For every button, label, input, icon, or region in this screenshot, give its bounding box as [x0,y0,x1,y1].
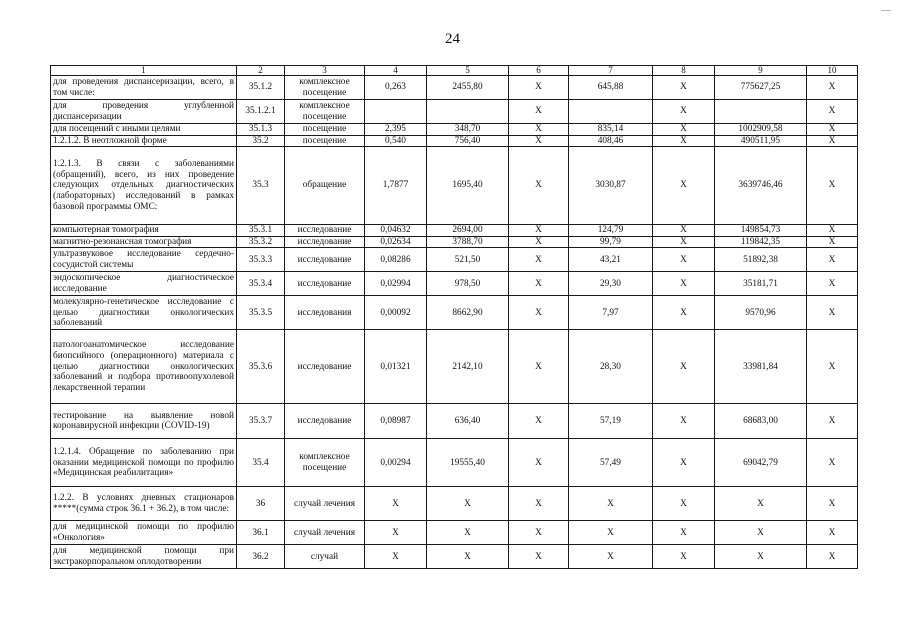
cell-col-7: 29,30 [569,272,653,296]
table-row [51,545,858,569]
cell-col-8: Х [653,521,715,545]
cell-col-5: 8662,90 [427,296,509,330]
cell-col-7: 28,30 [569,330,653,404]
cell-col-8: Х [653,330,715,404]
cell-col-9: 35181,71 [715,272,807,296]
cell-col-8: Х [653,147,715,225]
cell-col-7: Х [569,521,653,545]
cell-col-7: Х [569,487,653,521]
cell-col-4: 0,00294 [365,439,427,487]
row-name: 1.2.1.3. В связи с заболеваниями (обращений), всего, из них проведение следующих отдельных диагностических (лабораторных) исследований в рамках базовой программы ОМС: [51,147,237,225]
cell-col-4: 0,540 [365,135,427,147]
cell-col-5: 2142,10 [427,330,509,404]
cell-col-10: Х [807,225,858,237]
cell-col-6: Х [509,225,569,237]
cell-col-9 [715,100,807,124]
table-row [51,147,858,225]
column-header: 9 [715,66,807,76]
row-unit: исследование [285,330,365,404]
cell-col-5: Х [427,545,509,569]
column-header: 7 [569,66,653,76]
cell-col-9: Х [715,487,807,521]
column-header: 5 [427,66,509,76]
row-unit: посещение [285,135,365,147]
cell-col-4: 0,00092 [365,296,427,330]
cell-col-4: Х [365,521,427,545]
row-name: патологоанатомическое исследование биопсийного (операционного) материала с целью диагностики онкологических заболеваний и подбора противоопухолевой лекарственной терапии [51,330,237,404]
row-name: для медицинской помощи при экстракорпоральном оплодотворении [51,545,237,569]
row-name: для проведения диспансеризации, всего, в том числе: [51,76,237,100]
cell-col-8: Х [653,225,715,237]
cell-col-6: Х [509,124,569,136]
cell-col-8: Х [653,404,715,439]
row-code: 35.3.1 [237,225,285,237]
cell-col-5: 1695,40 [427,147,509,225]
row-unit: обращение [285,147,365,225]
cell-col-4: 0,263 [365,76,427,100]
table-row [51,404,858,439]
column-header: 10 [807,66,858,76]
table-row [51,439,858,487]
row-name: для посещений с иными целями [51,124,237,136]
row-name: магнитно-резонансная томография [51,236,237,248]
table-row [51,330,858,404]
cell-col-8: Х [653,545,715,569]
cell-col-5: 521,50 [427,248,509,272]
cell-col-4: 0,04632 [365,225,427,237]
table-row [51,124,858,136]
cell-col-6: Х [509,545,569,569]
cell-col-7: 99,79 [569,236,653,248]
cell-col-5: Х [427,521,509,545]
row-name: ультразвуковое исследование сердечно-сосудистой системы [51,248,237,272]
cell-col-9: 490511,95 [715,135,807,147]
row-unit: посещение [285,124,365,136]
cell-col-5: 3788,70 [427,236,509,248]
indicators-table [50,65,858,569]
row-unit: случай лечения [285,521,365,545]
row-name: для проведения углубленной диспансеризации [51,100,237,124]
cell-col-6: Х [509,236,569,248]
cell-col-8: Х [653,236,715,248]
cell-col-4: 1,7877 [365,147,427,225]
row-name: 1.2.1.2. В неотложной форме [51,135,237,147]
cell-col-4: 0,02634 [365,236,427,248]
cell-col-6: Х [509,147,569,225]
table-row [51,296,858,330]
cell-col-10: Х [807,236,858,248]
row-unit: исследование [285,248,365,272]
cell-col-7: 57,49 [569,439,653,487]
column-header: 1 [51,66,237,76]
cell-col-10: Х [807,296,858,330]
row-code: 35.3.3 [237,248,285,272]
row-code: 36.1 [237,521,285,545]
cell-col-10: Х [807,545,858,569]
row-unit: комплексное посещение [285,76,365,100]
scan-edge-mark [881,10,891,12]
cell-col-9: Х [715,521,807,545]
cell-col-7: 57,19 [569,404,653,439]
row-code: 35.2 [237,135,285,147]
row-code: 35.4 [237,439,285,487]
table-row [51,487,858,521]
cell-col-7: 408,46 [569,135,653,147]
cell-col-10: Х [807,439,858,487]
cell-col-7 [569,100,653,124]
row-code: 35.1.3 [237,124,285,136]
row-code: 36 [237,487,285,521]
cell-col-6: Х [509,100,569,124]
table-row [51,521,858,545]
cell-col-8: Х [653,100,715,124]
cell-col-10: Х [807,404,858,439]
cell-col-7: 7,97 [569,296,653,330]
row-unit: случай лечения [285,487,365,521]
cell-col-5: 2455,80 [427,76,509,100]
cell-col-6: Х [509,521,569,545]
column-number-row [51,66,858,76]
row-unit: исследование [285,272,365,296]
table-row [51,272,858,296]
cell-col-5: 978,50 [427,272,509,296]
cell-col-4: Х [365,487,427,521]
cell-col-8: Х [653,76,715,100]
row-code: 35.1.2.1 [237,100,285,124]
row-unit: исследование [285,225,365,237]
cell-col-7: 645,88 [569,76,653,100]
row-code: 35.3.6 [237,330,285,404]
cell-col-5: 636,40 [427,404,509,439]
row-unit: исследования [285,296,365,330]
cell-col-4: 0,01321 [365,330,427,404]
cell-col-10: Х [807,147,858,225]
cell-col-9: 775627,25 [715,76,807,100]
cell-col-9: 51892,38 [715,248,807,272]
cell-col-10: Х [807,330,858,404]
row-name: молекулярно-генетическое исследование с целью диагностики онкологических заболеваний [51,296,237,330]
cell-col-7: 124,79 [569,225,653,237]
cell-col-4: 0,08286 [365,248,427,272]
row-name: 1.2.2. В условиях дневных стационаров *****(сумма строк 36.1 + 36.2), в том числе: [51,487,237,521]
cell-col-9: 149854,73 [715,225,807,237]
row-name: для медицинской помощи по профилю «Онкология» [51,521,237,545]
cell-col-5: Х [427,487,509,521]
cell-col-6: Х [509,330,569,404]
row-unit: случай [285,545,365,569]
row-code: 35.3 [237,147,285,225]
cell-col-7: 3030,87 [569,147,653,225]
cell-col-8: Х [653,272,715,296]
cell-col-4 [365,100,427,124]
cell-col-5: 348,70 [427,124,509,136]
column-header: 2 [237,66,285,76]
cell-col-9: Х [715,545,807,569]
cell-col-7: 835,14 [569,124,653,136]
cell-col-8: Х [653,487,715,521]
cell-col-9: 69042,79 [715,439,807,487]
table-row [51,76,858,100]
row-name: 1.2.1.4. Обращение по заболеванию при оказании медицинской помощи по профилю «Медицинская реабилитация» [51,439,237,487]
cell-col-9: 3639746,46 [715,147,807,225]
row-name: компьютерная томография [51,225,237,237]
cell-col-4: Х [365,545,427,569]
column-header: 6 [509,66,569,76]
cell-col-5: 756,40 [427,135,509,147]
cell-col-9: 68683,00 [715,404,807,439]
row-unit: комплексное посещение [285,439,365,487]
row-code: 35.1.2 [237,76,285,100]
row-unit: исследование [285,236,365,248]
cell-col-7: 43,21 [569,248,653,272]
row-code: 35.3.7 [237,404,285,439]
cell-col-5: 2694,00 [427,225,509,237]
cell-col-9: 1002909,58 [715,124,807,136]
cell-col-6: Х [509,272,569,296]
cell-col-6: Х [509,248,569,272]
column-header: 8 [653,66,715,76]
column-header: 4 [365,66,427,76]
table-row [51,225,858,237]
cell-col-6: Х [509,76,569,100]
row-unit: комплексное посещение [285,100,365,124]
row-code: 35.3.5 [237,296,285,330]
cell-col-10: Х [807,135,858,147]
cell-col-4: 0,08987 [365,404,427,439]
cell-col-10: Х [807,272,858,296]
cell-col-5 [427,100,509,124]
table-row [51,248,858,272]
cell-col-10: Х [807,76,858,100]
cell-col-6: Х [509,439,569,487]
cell-col-8: Х [653,124,715,136]
cell-col-9: 9570,96 [715,296,807,330]
cell-col-6: Х [509,296,569,330]
cell-col-6: Х [509,404,569,439]
cell-col-9: 119842,35 [715,236,807,248]
cell-col-8: Х [653,439,715,487]
cell-col-9: 33981,84 [715,330,807,404]
row-name: тестирование на выявление новой коронавирусной инфекции (COVID-19) [51,404,237,439]
cell-col-10: Х [807,521,858,545]
column-header: 3 [285,66,365,76]
cell-col-6: Х [509,135,569,147]
cell-col-10: Х [807,487,858,521]
cell-col-8: Х [653,135,715,147]
cell-col-4: 0,02994 [365,272,427,296]
table-row [51,135,858,147]
table-row [51,236,858,248]
row-code: 35.3.2 [237,236,285,248]
row-name: эндоскопическое диагностическое исследование [51,272,237,296]
row-code: 36.2 [237,545,285,569]
cell-col-4: 2,395 [365,124,427,136]
cell-col-6: Х [509,487,569,521]
table-row [51,100,858,124]
cell-col-10: Х [807,124,858,136]
cell-col-7: Х [569,545,653,569]
row-unit: исследование [285,404,365,439]
cell-col-5: 19555,40 [427,439,509,487]
page-number: 24 [445,31,460,47]
row-code: 35.3.4 [237,272,285,296]
cell-col-8: Х [653,296,715,330]
cell-col-8: Х [653,248,715,272]
cell-col-10: Х [807,100,858,124]
cell-col-10: Х [807,248,858,272]
